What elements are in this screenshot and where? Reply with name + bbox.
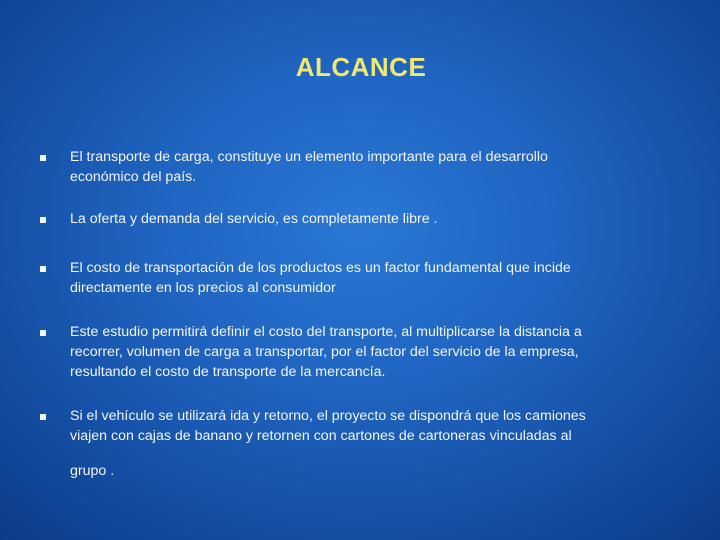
bullet-text: La oferta y demanda del servicio, es completamente libre . bbox=[70, 211, 438, 227]
slide-title: ALCANCE bbox=[295, 52, 427, 82]
square-bullet-icon bbox=[40, 330, 46, 336]
bullet-text: El transporte de carga, constituye un elemento importante para el desarrollo económico del país. bbox=[70, 149, 548, 185]
square-bullet-icon bbox=[40, 414, 46, 420]
square-bullet-icon bbox=[40, 266, 46, 272]
bullet-text: Si el vehículo se utilizará ida y retorno, el proyecto se dispondrá que los camiones viajen con cajas de banano y retornen con cartones de cartoneras vinculadas al bbox=[70, 408, 586, 444]
bullet-continuation-text: grupo . bbox=[70, 463, 115, 479]
bullet-text: El costo de transportación de los productos es un factor fundamental que incide directamente en los precios al consumidor bbox=[70, 260, 571, 296]
bullet-text: Este estudio permitirá definir el costo del transporte, al multiplicarse la distancia a recorrer, volumen de carga a transportar, por el factor del servicio de la empresa, resultando el costo de transporte de la mercancía. bbox=[70, 324, 582, 380]
square-bullet-icon bbox=[40, 155, 46, 161]
square-bullet-icon bbox=[40, 217, 46, 223]
